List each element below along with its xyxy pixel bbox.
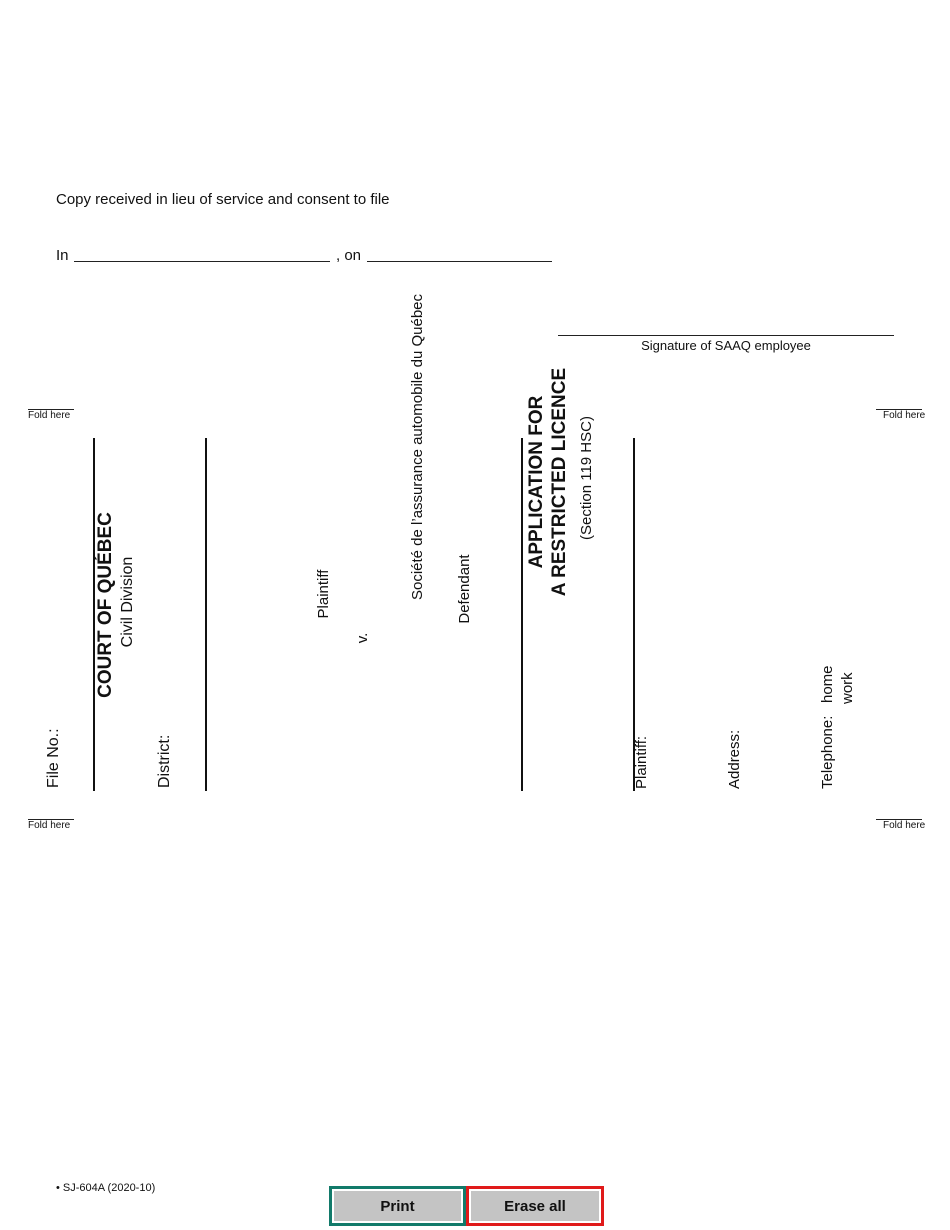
divider-3 <box>521 438 523 791</box>
application-title-2: A RESTRICTED LICENCE <box>549 367 570 597</box>
place-field[interactable] <box>74 261 330 262</box>
fold-label-top-right: Fold here <box>883 410 926 421</box>
telephone-work-label: work <box>839 672 856 704</box>
telephone-home-label: home <box>819 665 836 703</box>
date-field[interactable] <box>367 261 552 262</box>
plaintiff-heading: Plaintiff <box>315 569 332 619</box>
fold-label-bottom-left: Fold here <box>28 820 71 831</box>
fold-label-top-left: Fold here <box>28 410 71 421</box>
in-label: In <box>56 247 69 264</box>
on-label: , on <box>336 247 362 264</box>
district-label: District: <box>156 734 173 788</box>
defendant-name: Société de l’assurance automobile du Québec <box>409 293 426 601</box>
defendant-heading: Defendant <box>456 554 473 624</box>
plaintiff-label: Plaintiff: <box>633 735 650 789</box>
section-reference: (Section 119 HSC) <box>578 416 595 540</box>
court-title: COURT OF QUÉBEC <box>95 512 116 698</box>
copy-received-text: Copy received in lieu of service and consent to file <box>56 191 390 208</box>
erase-all-button[interactable]: Erase all <box>466 1186 604 1226</box>
application-title-1: APPLICATION FOR <box>526 395 547 569</box>
form-code: • SJ-604A (2020-10) <box>56 1182 156 1194</box>
fold-label-bottom-right: Fold here <box>883 820 926 831</box>
address-label: Address: <box>726 729 743 789</box>
divider-2 <box>205 438 207 791</box>
file-no-label: File No.: <box>45 728 62 788</box>
signature-line[interactable] <box>558 335 894 336</box>
telephone-label: Telephone: <box>819 715 836 789</box>
print-button[interactable]: Print <box>329 1186 466 1226</box>
signature-label: Signature of SAAQ employee <box>641 338 811 353</box>
court-division: Civil Division <box>119 556 136 648</box>
versus-text: v. <box>354 632 371 644</box>
